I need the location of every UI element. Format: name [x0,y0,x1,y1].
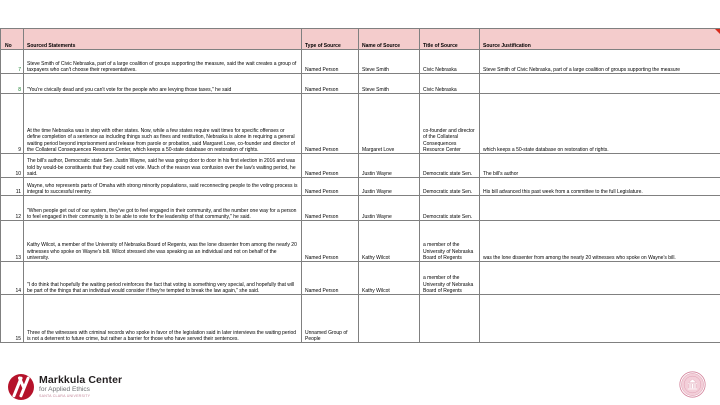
cell-title-of-source [420,295,480,343]
cell-title-of-source: Democratic state Sen. [420,154,480,178]
row-number: 8 [1,74,24,94]
column-header-source-justification[interactable] [480,29,720,50]
row-number: 14 [1,262,24,295]
table-row[interactable] [1,94,720,154]
cell-sourced-statement: The bill's author, Democratic state Sen. Justin Wayne, said he was going door to door in his first election in 2016 and was told by would-be constituents that they could not vote. Much of the reason was confusion over the law's waiting period, he said. [24,154,302,178]
column-header-source-justification-label: Source Justification [483,42,531,49]
cell-sourced-statement: Three of the witnesses with criminal records who spoke in favor of the legislation said in later interviews the waiting period is not a deterrent to future crime, but rather a barrier for those who have served their sentences. [24,295,302,343]
cell-type-of-source: Named Person [302,74,359,94]
cell-type-of-source: Named Person [302,94,359,154]
cell-name-of-source: Justin Wayne [359,178,420,196]
table-header-row [1,29,720,50]
logo-subtitle: for Applied Ethics [39,386,90,394]
cell-name-of-source: Kathy Wilcot [359,221,420,262]
sourced-statements-table-wrapper [0,28,720,343]
table-row[interactable] [1,196,720,221]
row-number: 10 [1,154,24,178]
cell-source-justification: Steve Smith of Civic Nebraska, part of a large coalition of groups supporting the measure [480,50,720,74]
cell-name-of-source: Steve Smith [359,74,420,94]
table-header [1,29,720,50]
column-header-name-of-source[interactable]: Name of Source [359,29,420,50]
cell-type-of-source: Named Person [302,196,359,221]
cell-name-of-source: Justin Wayne [359,196,420,221]
cell-name-of-source [359,295,420,343]
cell-type-of-source: Named Person [302,178,359,196]
markkula-center-logo [8,374,122,400]
cell-type-of-source: Named Person [302,221,359,262]
row-number: 15 [1,295,24,343]
cell-name-of-source: Margaret Love [359,94,420,154]
cell-source-justification: was the lone dissenter from among the nearly 20 witnesses who spoke on Wayne's bill. [480,221,720,262]
row-number: 7 [1,50,24,74]
cell-name-of-source: Justin Wayne [359,154,420,178]
cell-source-justification [480,196,720,221]
cell-title-of-source: co-founder and director of the Collateral Consequences Resource Center [420,94,480,154]
cell-sourced-statement: Wayne, who represents parts of Omaha with strong minority populations, said reconnecting people to the voting process is integral to successful reentry. [24,178,302,196]
table-row[interactable] [1,262,720,295]
markkula-logo-mark-icon [8,374,34,400]
cell-name-of-source: Steve Smith [359,50,420,74]
column-header-type-of-source[interactable]: Type of Source [302,29,359,50]
cell-sourced-statement: "I do think that hopefully the waiting period reinforces the fact that voting is something very special, and hopefully that will be part of the things that an individual would consider if they're tempted to break the law again," she said. [24,262,302,295]
column-header-sourced-statements[interactable]: Sourced Statements [24,29,302,50]
comment-indicator-icon[interactable] [715,29,720,34]
table-row[interactable] [1,295,720,343]
cell-title-of-source: Civic Nebraska [420,50,480,74]
cell-title-of-source: Democratic state Sen. [420,196,480,221]
cell-title-of-source: Civic Nebraska [420,74,480,94]
cell-sourced-statement: Kathy Wilcot, a member of the University of Nebraska Board of Regents, was the lone dissenter from among the nearly 20 witnesses who spoke on Wayne's bill. Wilcot stressed she was speaking as an individual and not on behalf of the university. [24,221,302,262]
cell-source-justification [480,74,720,94]
cell-source-justification [480,262,720,295]
cell-source-justification: His bill advanced this past week from a committee to the full Legislature. [480,178,720,196]
cell-source-justification: The bill's author [480,154,720,178]
row-number: 13 [1,221,24,262]
table-row[interactable] [1,178,720,196]
table-body [1,50,720,343]
table-row[interactable] [1,50,720,74]
cell-title-of-source: a member of the University of Nebraska Board of Regents [420,221,480,262]
cell-source-justification [480,295,720,343]
cell-type-of-source: Named Person [302,50,359,74]
cell-sourced-statement: "You're civically dead and you can't vote for the people who are levying those taxes," he said [24,74,302,94]
cell-source-justification: which keeps a 50-state database on restoration of rights. [480,94,720,154]
row-number: 9 [1,94,24,154]
markkula-logo-text [39,375,122,399]
cell-sourced-statement: At the time Nebraska was in step with other states. Now, while a few states require wait times for specific offenses or define completion of a sentence as including things such as fines and restitution, Nebraska is alone in requiring a general waiting period beyond imprisonment and release from parole or probation, said Margaret Love, co-founder and director of the Collateral Consequences Resource Center, which keeps a 50-state database on restoration of rights. [24,94,302,154]
cell-sourced-statement: "When people get out of our system, they've got to feel engaged in their community, and the number one way for a person to feel engaged in their community is to be able to vote for the leadership of that community," he said. [24,196,302,221]
logo-title: Markkula Center [39,374,123,387]
row-number: 11 [1,178,24,196]
logo-tagline: SANTA CLARA UNIVERSITY [39,394,91,399]
cell-title-of-source: Democratic state Sen. [420,178,480,196]
cell-sourced-statement: Steve Smith of Civic Nebraska, part of a large coalition of groups supporting the measure, said the wait creates a group of taxpayers who can't choose their representatives. [24,50,302,74]
university-seal-icon [679,371,706,398]
column-header-title-of-source[interactable]: Title of Source [420,29,480,50]
cell-type-of-source: Named Person [302,262,359,295]
row-number: 12 [1,196,24,221]
cell-type-of-source: Unnamed Group of People [302,295,359,343]
cell-name-of-source: Kathy Wilcot [359,262,420,295]
table-row[interactable] [1,221,720,262]
table-row[interactable] [1,74,720,94]
table-row[interactable] [1,154,720,178]
column-header-no[interactable]: No [1,29,24,50]
sourced-statements-table [0,28,720,343]
cell-type-of-source: Named Person [302,154,359,178]
cell-title-of-source: a member of the University of Nebraska Board of Regents [420,262,480,295]
